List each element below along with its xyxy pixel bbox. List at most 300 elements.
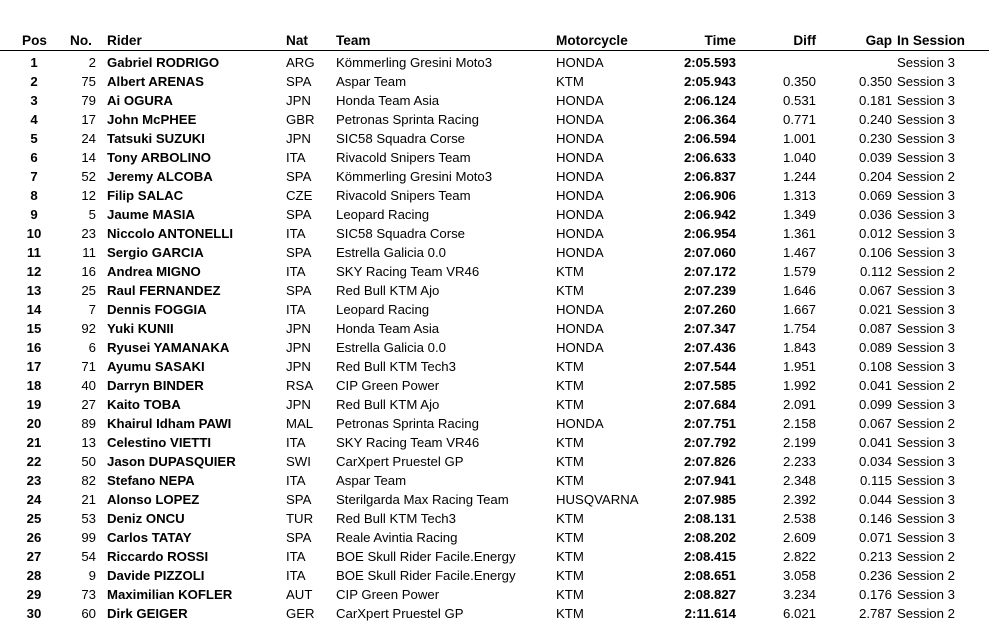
row-time: 2:07.684 <box>683 397 736 412</box>
row-number: 92 <box>81 321 96 336</box>
row-nat: GER <box>286 606 315 621</box>
row-motorcycle: KTM <box>556 568 584 583</box>
row-team: Estrella Galicia 0.0 <box>336 245 446 260</box>
row-team: SKY Racing Team VR46 <box>336 435 480 450</box>
row-diff: 2.609 <box>782 530 816 545</box>
row-gap: 0.071 <box>858 530 892 545</box>
row-team: Kömmerling Gresini Moto3 <box>336 169 493 184</box>
row-team: Sterilgarda Max Racing Team <box>336 492 509 507</box>
header-session: In Session <box>897 33 965 48</box>
row-time: 2:05.943 <box>683 74 736 89</box>
row-gap: 0.112 <box>859 264 892 279</box>
row-motorcycle: HONDA <box>556 169 604 184</box>
row-session: Session 3 <box>897 131 955 146</box>
row-number: 12 <box>81 188 96 203</box>
row-diff: 0.350 <box>782 74 816 89</box>
table-row <box>0 604 989 623</box>
row-nat: SPA <box>286 207 312 222</box>
table-row <box>0 395 989 414</box>
row-team: Aspar Team <box>336 74 407 89</box>
row-diff: 1.313 <box>782 188 816 203</box>
table-row <box>0 433 989 452</box>
row-team: BOE Skull Rider Facile.Energy <box>336 568 516 583</box>
row-number: 75 <box>81 74 96 89</box>
row-pos: 11 <box>27 245 41 260</box>
row-team: Kömmerling Gresini Moto3 <box>336 55 493 70</box>
row-rider: Jeremy ALCOBA <box>107 169 213 184</box>
row-diff: 1.754 <box>782 321 816 336</box>
row-nat: JPN <box>286 131 311 146</box>
row-rider: Andrea MIGNO <box>107 264 201 279</box>
row-motorcycle: HONDA <box>556 302 604 317</box>
row-team: SIC58 Squadra Corse <box>336 226 466 241</box>
row-motorcycle: KTM <box>556 359 584 374</box>
row-pos: 19 <box>26 397 42 412</box>
row-number: 11 <box>82 245 96 260</box>
row-diff: 0.771 <box>782 112 816 127</box>
row-number: 89 <box>81 416 96 431</box>
row-motorcycle: HONDA <box>556 150 604 165</box>
row-diff: 1.040 <box>782 150 816 165</box>
row-diff: 2.091 <box>782 397 816 412</box>
row-gap: 0.044 <box>858 492 892 507</box>
row-number: 99 <box>81 530 96 545</box>
row-team: CIP Green Power <box>336 378 440 393</box>
row-motorcycle: KTM <box>556 549 584 564</box>
row-team: Reale Avintia Racing <box>336 530 458 545</box>
row-time: 2:07.544 <box>683 359 736 374</box>
row-gap: 0.099 <box>858 397 892 412</box>
row-gap: 0.106 <box>858 245 892 260</box>
row-session: Session 3 <box>897 188 955 203</box>
row-pos: 28 <box>26 568 42 583</box>
row-session: Session 2 <box>897 264 955 279</box>
table-row <box>0 452 989 471</box>
row-time: 2:06.594 <box>683 131 736 146</box>
row-pos: 27 <box>26 549 42 564</box>
table-row <box>0 357 989 376</box>
row-nat: JPN <box>286 397 311 412</box>
row-time: 2:08.415 <box>683 549 736 564</box>
table-row <box>0 528 989 547</box>
row-nat: ITA <box>286 549 306 564</box>
row-rider: Ryusei YAMANAKA <box>107 340 230 355</box>
row-number: 52 <box>81 169 96 184</box>
row-time: 2:07.826 <box>683 454 736 469</box>
row-pos: 2 <box>30 74 38 89</box>
row-nat: ITA <box>286 435 306 450</box>
row-session: Session 3 <box>897 302 955 317</box>
row-team: Rivacold Snipers Team <box>336 188 471 203</box>
row-session: Session 3 <box>897 397 955 412</box>
row-number: 27 <box>81 397 96 412</box>
row-session: Session 3 <box>897 55 955 70</box>
header-pos: Pos <box>22 33 47 48</box>
row-session: Session 3 <box>897 207 955 222</box>
row-team: Red Bull KTM Tech3 <box>336 511 456 526</box>
row-number: 9 <box>88 568 96 583</box>
row-nat: SWI <box>286 454 311 469</box>
row-session: Session 3 <box>897 435 955 450</box>
row-team: BOE Skull Rider Facile.Energy <box>336 549 516 564</box>
row-rider: Maximilian KOFLER <box>107 587 233 602</box>
row-gap: 0.230 <box>858 131 892 146</box>
header-no: No. <box>70 33 92 48</box>
row-nat: ITA <box>286 568 306 583</box>
header-motorcycle: Motorcycle <box>556 33 628 48</box>
row-motorcycle: HONDA <box>556 321 604 336</box>
table-row <box>0 110 989 129</box>
row-pos: 4 <box>30 112 38 127</box>
header-diff: Diff <box>793 33 816 48</box>
row-time: 2:07.060 <box>683 245 736 260</box>
row-time: 2:06.124 <box>683 93 736 108</box>
row-session: Session 3 <box>897 473 955 488</box>
row-time: 2:05.593 <box>683 55 736 70</box>
row-time: 2:08.131 <box>683 511 736 526</box>
row-gap: 0.204 <box>858 169 892 184</box>
table-row <box>0 509 989 528</box>
table-row <box>0 281 989 300</box>
header-rider: Rider <box>107 33 142 48</box>
row-team: CarXpert Pruestel GP <box>336 606 464 621</box>
row-nat: ITA <box>286 473 306 488</box>
row-diff: 3.058 <box>782 568 816 583</box>
row-time: 2:07.792 <box>683 435 736 450</box>
row-pos: 7 <box>30 169 38 184</box>
header-time: Time <box>704 33 736 48</box>
row-number: 23 <box>81 226 96 241</box>
table-row <box>0 490 989 509</box>
row-motorcycle: KTM <box>556 435 584 450</box>
row-diff: 2.538 <box>782 511 816 526</box>
row-time: 2:06.954 <box>683 226 736 241</box>
table-row <box>0 585 989 604</box>
row-motorcycle: HONDA <box>556 55 604 70</box>
row-gap: 0.069 <box>858 188 892 203</box>
row-gap: 0.146 <box>858 511 892 526</box>
row-rider: Carlos TATAY <box>107 530 192 545</box>
table-row <box>0 547 989 566</box>
row-session: Session 2 <box>897 378 955 393</box>
row-pos: 13 <box>26 283 42 298</box>
row-rider: Albert ARENAS <box>107 74 204 89</box>
row-number: 53 <box>81 511 96 526</box>
row-time: 2:11.614 <box>684 606 736 621</box>
row-rider: Tony ARBOLINO <box>107 150 212 165</box>
row-session: Session 3 <box>897 492 955 507</box>
row-nat: CZE <box>286 188 313 203</box>
row-number: 79 <box>81 93 96 108</box>
row-number: 17 <box>81 112 96 127</box>
row-time: 2:08.651 <box>683 568 736 583</box>
row-rider: Darryn BINDER <box>107 378 204 393</box>
row-rider: Khairul Idham PAWI <box>107 416 232 431</box>
row-diff: 2.199 <box>782 435 816 450</box>
row-session: Session 3 <box>897 511 955 526</box>
row-motorcycle: HONDA <box>556 131 604 146</box>
row-time: 2:07.436 <box>683 340 736 355</box>
row-time: 2:06.906 <box>683 188 736 203</box>
row-session: Session 3 <box>897 245 955 260</box>
row-team: SKY Racing Team VR46 <box>336 264 480 279</box>
row-number: 24 <box>81 131 96 146</box>
table-header <box>0 32 989 51</box>
row-team: Rivacold Snipers Team <box>336 150 471 165</box>
row-gap: 0.108 <box>858 359 892 374</box>
row-motorcycle: KTM <box>556 511 584 526</box>
row-diff: 1.667 <box>782 302 816 317</box>
row-number: 21 <box>81 492 96 507</box>
table-row <box>0 471 989 490</box>
row-number: 16 <box>81 264 96 279</box>
row-time: 2:06.364 <box>683 112 736 127</box>
row-rider: Raul FERNANDEZ <box>107 283 221 298</box>
row-team: Petronas Sprinta Racing <box>336 416 479 431</box>
row-time: 2:07.172 <box>683 264 736 279</box>
row-nat: JPN <box>286 93 311 108</box>
row-diff: 3.234 <box>782 587 816 602</box>
row-gap: 0.012 <box>858 226 892 241</box>
row-motorcycle: KTM <box>556 587 584 602</box>
row-pos: 9 <box>30 207 38 222</box>
header-gap: Gap <box>865 33 892 48</box>
table-row <box>0 205 989 224</box>
row-team: Red Bull KTM Tech3 <box>336 359 456 374</box>
row-motorcycle: HUSQVARNA <box>556 492 639 507</box>
row-pos: 25 <box>26 511 42 526</box>
row-rider: Davide PIZZOLI <box>107 568 205 583</box>
row-pos: 14 <box>26 302 42 317</box>
table-row <box>0 129 989 148</box>
row-nat: ITA <box>286 226 306 241</box>
row-diff: 0.531 <box>782 93 816 108</box>
row-session: Session 3 <box>897 74 955 89</box>
row-gap: 0.115 <box>859 473 892 488</box>
row-team: Red Bull KTM Ajo <box>336 397 440 412</box>
table-row <box>0 566 989 585</box>
row-diff: 2.158 <box>782 416 816 431</box>
row-motorcycle: KTM <box>556 473 584 488</box>
row-rider: Kaito TOBA <box>107 397 181 412</box>
row-pos: 29 <box>26 587 42 602</box>
row-motorcycle: KTM <box>556 283 584 298</box>
row-diff: 1.361 <box>782 226 816 241</box>
row-gap: 0.034 <box>858 454 892 469</box>
row-time: 2:06.942 <box>683 207 736 222</box>
row-time: 2:08.827 <box>683 587 736 602</box>
row-rider: Niccolo ANTONELLI <box>107 226 234 241</box>
row-nat: ITA <box>286 302 306 317</box>
table-row <box>0 338 989 357</box>
row-time: 2:06.837 <box>683 169 736 184</box>
row-pos: 21 <box>26 435 42 450</box>
row-team: SIC58 Squadra Corse <box>336 131 466 146</box>
row-session: Session 2 <box>897 568 955 583</box>
row-number: 40 <box>81 378 96 393</box>
row-motorcycle: HONDA <box>556 245 604 260</box>
table-row <box>0 186 989 205</box>
row-pos: 22 <box>26 454 42 469</box>
row-session: Session 2 <box>897 549 955 564</box>
row-nat: SPA <box>286 245 312 260</box>
row-number: 14 <box>81 150 96 165</box>
row-team: Honda Team Asia <box>336 321 440 336</box>
row-rider: Alonso LOPEZ <box>107 492 200 507</box>
row-rider: Riccardo ROSSI <box>107 549 209 564</box>
row-number: 13 <box>81 435 96 450</box>
row-pos: 20 <box>26 416 42 431</box>
row-number: 5 <box>88 207 96 222</box>
row-motorcycle: KTM <box>556 530 584 545</box>
row-gap: 0.041 <box>858 435 892 450</box>
row-diff: 1.843 <box>782 340 816 355</box>
table-row <box>0 72 989 91</box>
row-diff: 6.021 <box>782 606 816 621</box>
row-number: 60 <box>81 606 96 621</box>
row-pos: 23 <box>26 473 42 488</box>
row-gap: 0.089 <box>858 340 892 355</box>
row-nat: ITA <box>286 150 306 165</box>
row-rider: Yuki KUNII <box>107 321 174 336</box>
row-team: Petronas Sprinta Racing <box>336 112 479 127</box>
table-row <box>0 224 989 243</box>
table-row <box>0 148 989 167</box>
row-nat: TUR <box>286 511 314 526</box>
row-number: 6 <box>88 340 96 355</box>
row-session: Session 3 <box>897 93 955 108</box>
row-rider: Deniz ONCU <box>107 511 185 526</box>
row-gap: 2.787 <box>858 606 892 621</box>
row-motorcycle: HONDA <box>556 416 604 431</box>
row-diff: 2.392 <box>782 492 816 507</box>
row-pos: 30 <box>26 606 42 621</box>
row-nat: RSA <box>286 378 314 393</box>
row-motorcycle: HONDA <box>556 188 604 203</box>
row-motorcycle: KTM <box>556 454 584 469</box>
row-nat: GBR <box>286 112 315 127</box>
row-gap: 0.240 <box>858 112 892 127</box>
row-nat: SPA <box>286 74 312 89</box>
row-session: Session 3 <box>897 587 955 602</box>
row-diff: 2.233 <box>782 454 816 469</box>
row-pos: 24 <box>26 492 42 507</box>
row-motorcycle: KTM <box>556 378 584 393</box>
row-diff: 1.646 <box>782 283 816 298</box>
row-session: Session 2 <box>897 606 955 621</box>
table-row <box>0 319 989 338</box>
row-gap: 0.067 <box>858 416 892 431</box>
row-gap: 0.021 <box>858 302 892 317</box>
row-gap: 0.350 <box>858 74 892 89</box>
row-nat: JPN <box>286 359 311 374</box>
row-diff: 1.579 <box>782 264 816 279</box>
row-gap: 0.176 <box>858 587 892 602</box>
row-diff: 1.349 <box>782 207 816 222</box>
row-diff: 2.348 <box>782 473 816 488</box>
row-nat: ITA <box>286 264 306 279</box>
row-diff: 2.822 <box>782 549 816 564</box>
row-rider: Ai OGURA <box>107 93 173 108</box>
row-pos: 16 <box>26 340 42 355</box>
row-time: 2:07.585 <box>683 378 736 393</box>
row-time: 2:07.239 <box>683 283 736 298</box>
row-session: Session 3 <box>897 359 955 374</box>
row-rider: Stefano NEPA <box>107 473 195 488</box>
row-diff: 1.244 <box>782 169 816 184</box>
row-rider: Jaume MASIA <box>107 207 195 222</box>
row-team: CIP Green Power <box>336 587 440 602</box>
row-pos: 26 <box>26 530 42 545</box>
row-number: 25 <box>81 283 96 298</box>
row-number: 54 <box>81 549 96 564</box>
row-time: 2:07.260 <box>683 302 736 317</box>
row-pos: 10 <box>26 226 42 241</box>
row-session: Session 2 <box>897 169 955 184</box>
row-rider: Sergio GARCIA <box>107 245 204 260</box>
row-rider: Ayumu SASAKI <box>107 359 205 374</box>
row-pos: 5 <box>30 131 38 146</box>
row-diff: 1.467 <box>782 245 816 260</box>
row-nat: AUT <box>286 587 313 602</box>
row-rider: Filip SALAC <box>107 188 184 203</box>
row-pos: 18 <box>26 378 42 393</box>
row-time: 2:06.633 <box>683 150 736 165</box>
row-pos: 15 <box>26 321 42 336</box>
row-rider: John McPHEE <box>107 112 197 127</box>
table-row <box>0 262 989 281</box>
row-time: 2:07.985 <box>683 492 736 507</box>
row-gap: 0.041 <box>858 378 892 393</box>
row-motorcycle: KTM <box>556 397 584 412</box>
row-session: Session 3 <box>897 283 955 298</box>
row-nat: SPA <box>286 530 312 545</box>
row-motorcycle: HONDA <box>556 112 604 127</box>
row-session: Session 3 <box>897 321 955 336</box>
header-nat: Nat <box>286 33 308 48</box>
row-time: 2:07.347 <box>683 321 736 336</box>
row-team: Red Bull KTM Ajo <box>336 283 440 298</box>
row-number: 73 <box>81 587 96 602</box>
row-rider: Jason DUPASQUIER <box>107 454 236 469</box>
row-motorcycle: KTM <box>556 264 584 279</box>
row-nat: MAL <box>286 416 314 431</box>
row-nat: JPN <box>286 340 311 355</box>
row-team: Leopard Racing <box>336 207 430 222</box>
row-gap: 0.039 <box>858 150 892 165</box>
row-session: Session 3 <box>897 530 955 545</box>
header-team: Team <box>336 33 371 48</box>
table-row <box>0 167 989 186</box>
row-time: 2:07.751 <box>683 416 736 431</box>
table-row <box>0 53 989 72</box>
row-team: Aspar Team <box>336 473 407 488</box>
row-nat: ARG <box>286 55 315 70</box>
row-gap: 0.067 <box>858 283 892 298</box>
row-team: Honda Team Asia <box>336 93 440 108</box>
row-pos: 6 <box>30 150 38 165</box>
row-motorcycle: HONDA <box>556 93 604 108</box>
row-time: 2:07.941 <box>683 473 736 488</box>
row-diff: 1.951 <box>782 359 816 374</box>
table-row <box>0 376 989 395</box>
row-pos: 1 <box>30 55 38 70</box>
row-motorcycle: HONDA <box>556 226 604 241</box>
row-number: 50 <box>81 454 96 469</box>
row-rider: Dennis FOGGIA <box>107 302 207 317</box>
row-motorcycle: HONDA <box>556 340 604 355</box>
row-rider: Gabriel RODRIGO <box>107 55 220 70</box>
